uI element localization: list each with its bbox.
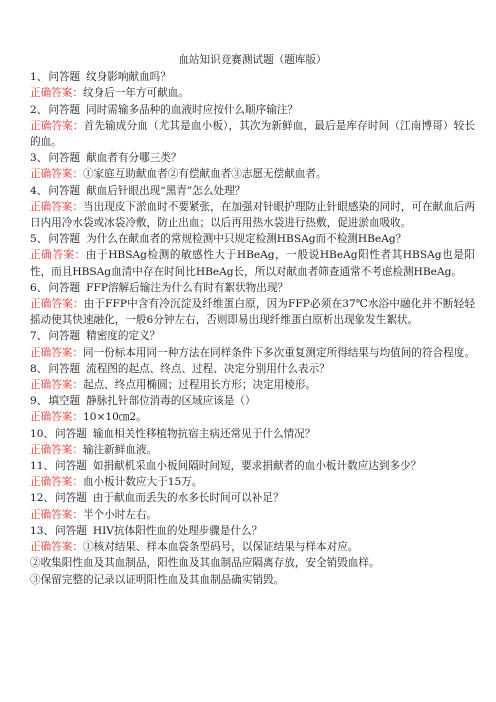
- answer-text: 起点、终点用椭圆；过程用长方形；决定用棱形。: [82, 379, 317, 392]
- question-type: 问答题: [55, 524, 87, 537]
- question-number: 3、: [30, 152, 48, 165]
- question-item: [30, 361, 475, 393]
- question-line: [30, 102, 475, 118]
- answer-label: 正确答案：: [30, 119, 84, 132]
- answer-text: 纹身后一年方可献血。: [82, 87, 189, 100]
- question-number: 9、: [30, 395, 48, 408]
- question-text: HIV抗体阳性血的处理步骤是什么？: [92, 524, 263, 537]
- answer-text: ①核对结果、样本血袋条型码号，以保证结果与样本对应。: [82, 541, 359, 554]
- answer-text: 10×10㎝2。: [82, 411, 147, 424]
- answer-label: 正确答案：: [30, 168, 83, 181]
- answer-text: 半个小时左右。: [82, 508, 158, 521]
- question-line: [30, 361, 475, 377]
- question-text: 如捐献机采血小板间隔时间短，要求捐献者的血小板计数应达到多少？: [92, 460, 422, 473]
- question-type: 问答题: [55, 492, 87, 505]
- question-item: [30, 523, 475, 588]
- question-text: FFP溶解后输注为什么有时有絮状物出现？: [86, 281, 289, 294]
- question-item: [30, 102, 475, 151]
- question-number: 11、: [30, 460, 55, 473]
- question-type: 问答题: [48, 281, 81, 294]
- question-number: 2、: [30, 103, 48, 116]
- question-line: [30, 183, 475, 199]
- question-type: 问答题: [55, 427, 87, 440]
- answer-line: [30, 539, 475, 555]
- question-line: [30, 393, 475, 409]
- question-number: 10、: [30, 427, 55, 440]
- question-item: [30, 490, 475, 522]
- question-line: [30, 426, 475, 442]
- question-text: 同时需输多品种的血液时应按什么顺序输注？: [86, 103, 298, 116]
- answer-label: 正确答案：: [30, 379, 83, 392]
- question-text: 输血相关性移植物抗宿主病还常见于什么情况？: [92, 427, 316, 440]
- question-type: 问答题: [48, 233, 81, 246]
- question-text: 由于献血而丢失的水多长时间可以补足？: [92, 492, 284, 505]
- question-text: 献血后针眼出现“黑青”怎么处理？: [86, 184, 246, 197]
- question-number: 5、: [30, 233, 48, 246]
- question-text: 献血者有分哪三类？: [86, 152, 182, 165]
- question-line: [30, 328, 475, 344]
- question-line: [30, 458, 475, 474]
- answer-line: [30, 199, 475, 231]
- question-number: 13、: [30, 524, 55, 537]
- question-type: 问答题: [48, 71, 81, 84]
- question-text: 精密度的定义？: [86, 330, 161, 343]
- answer-label: 正确答案：: [30, 87, 83, 100]
- answer-text: ①家庭互助献血者②有偿献血者③志愿无偿献血者。: [82, 168, 327, 181]
- answer-line: [30, 247, 475, 279]
- question-type: 问答题: [55, 460, 87, 473]
- answer-line: [30, 474, 475, 490]
- answer-sub-line: ③保留完整的记录以证明阳性血及其血制品确实销毁。: [30, 573, 285, 586]
- answer-label: 正确答案：: [30, 346, 83, 359]
- answer-line: [30, 409, 475, 425]
- answer-line: [30, 442, 475, 458]
- answer-text: 当出现皮下淤血时不要紧张，在加强对针眼护理防止针眼感染的同时，可在献血后两日内用冷水袋或冰袋冷敷，防止出血；以后再用热水袋进行热敷，促进淤血吸收。: [30, 200, 476, 230]
- question-type: 问答题: [48, 152, 81, 165]
- answer-text: 输注新鲜血液。: [82, 443, 158, 456]
- answer-label: 正确答案：: [30, 508, 83, 521]
- question-type: 问答题: [48, 103, 81, 116]
- question-item: [30, 328, 475, 360]
- question-item: [30, 426, 475, 458]
- question-item: [30, 183, 475, 232]
- question-type: 问答题: [48, 184, 81, 197]
- answer-line: [30, 166, 475, 182]
- answer-text: 血小板计数应大于15万。: [82, 476, 203, 489]
- question-line: [30, 69, 475, 85]
- question-item: [30, 393, 475, 425]
- question-item: [30, 69, 475, 101]
- question-type: 问答题: [48, 330, 81, 343]
- question-number: 8、: [30, 362, 48, 375]
- question-type: 问答题: [48, 362, 81, 375]
- answer-label: 正确答案：: [30, 298, 84, 311]
- answer-label: 正确答案：: [30, 411, 83, 424]
- question-line: [30, 280, 475, 296]
- question-number: 6、: [30, 281, 48, 294]
- answer-label: 正确答案：: [30, 476, 83, 489]
- question-item: [30, 150, 475, 182]
- answer-line: [30, 345, 475, 361]
- answer-label: 正确答案：: [30, 200, 83, 213]
- answer-line: [30, 377, 475, 393]
- document-page: [30, 52, 475, 588]
- question-text: 静脉扎针部位消毒的区域应该是（）: [86, 395, 256, 408]
- answer-label: 正确答案：: [30, 249, 86, 262]
- question-text: 流程图的起点、终点、过程、决定分别用什么表示？: [86, 362, 330, 375]
- answer-line: [30, 118, 475, 150]
- question-line: [30, 523, 475, 539]
- document-title: 血站知识竞赛测试题（题库版）: [178, 54, 327, 66]
- question-list: [30, 69, 475, 588]
- answer-label: 正确答案：: [30, 541, 83, 554]
- question-text: 为什么在献血者的常规检测中只规定检测HBSAg而不检测HBeAg？: [86, 233, 407, 246]
- question-line: [30, 150, 475, 166]
- answer-text: 由于HBSAg检测的敏感性大于HBeAg，一般说HBeAg阳性者其HBSAg也是阳性，而且HBSAg血清中存在时间比HBeAg长，所以对献血者筛查通常不考虑检测HBeAg。: [30, 249, 476, 278]
- answer-text: 首先输成分血（尤其是血小板），其次为新鲜血，最后是库存时间（江南博哥）较长的血。: [30, 119, 475, 149]
- answer-text: 由于FFP中含有冷沉淀及纤维蛋白原，因为FFP必须在37℃水浴中融化并不断轻轻摇动使其快速融化，一般6分钟左右，否则即易出现纤维蛋白原析出现象发生絮状。: [30, 298, 475, 327]
- question-number: 7、: [30, 330, 48, 343]
- answer-text: 同一份标本用同一种方法在同样条件下多次重复测定所得结果与均值间的符合程度。: [82, 346, 475, 359]
- question-number: 1、: [30, 71, 48, 84]
- question-line: [30, 231, 475, 247]
- answer-label: 正确答案：: [30, 443, 83, 456]
- answer-line: [30, 507, 475, 523]
- answer-line: [30, 296, 475, 328]
- question-item: [30, 231, 475, 280]
- question-number: 12、: [30, 492, 55, 505]
- answer-line: [30, 85, 475, 101]
- answer-sub-line: ②收集阳性血及其血制品，阳性血及其血制品应隔离存放，安全销毁血样。: [30, 557, 380, 570]
- question-text: 纹身影响献血吗？: [86, 71, 171, 84]
- question-line: [30, 490, 475, 506]
- question-number: 4、: [30, 184, 48, 197]
- question-type: 填空题: [48, 395, 81, 408]
- question-item: [30, 280, 475, 329]
- question-item: [30, 458, 475, 490]
